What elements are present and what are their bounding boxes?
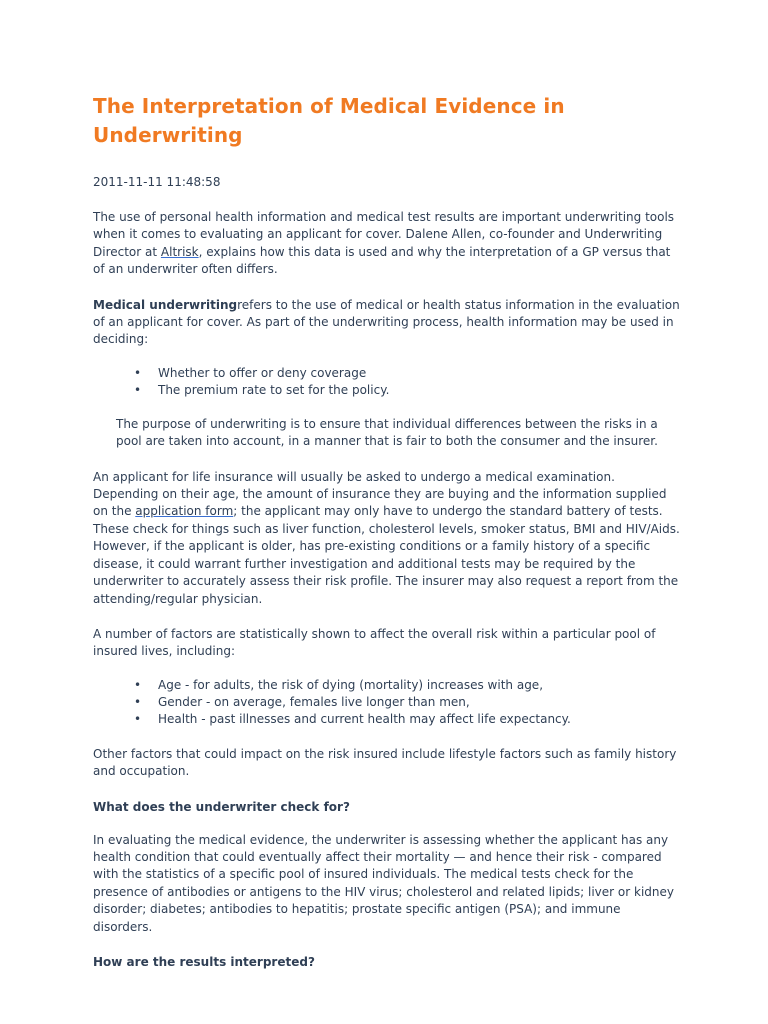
factors-paragraph: A number of factors are statistically shown to affect the overall risk within a particular pool of insured lives, including: [93, 626, 656, 659]
list-item: • The premium rate to set for the policy. [158, 382, 683, 399]
list-item: • Whether to offer or deny coverage [158, 365, 683, 382]
intro-text-b: , explains how this data is used and why the interpretation of a GP versus that of an underwriter often differs. [93, 244, 671, 277]
intro-paragraph [93, 209, 683, 279]
purpose-paragraph: The purpose of underwriting is to ensure that individual differences between the risks in a pool are taken into account, in a manner that is fair to both the consumer and the insurer. [116, 416, 658, 449]
deciding-list [93, 365, 683, 399]
exam-text-a: An applicant for life insurance will usually be asked to undergo a medical examination. Depending on their age, the amount of insurance they are buying and the information supplied on the [93, 469, 667, 519]
list-item: • Health - past illnesses and current health may affect life expectancy. [158, 711, 683, 728]
section-heading-check: What does the underwriter check for? [93, 799, 350, 814]
medical-underwriting-term: Medical underwriting [93, 297, 238, 312]
list-item: • Gender - on average, females live longer than men, [158, 694, 683, 711]
factors-list [93, 677, 683, 728]
list-item: • Age - for adults, the risk of dying (mortality) increases with age, [158, 677, 683, 694]
article-timestamp: 2011-11-11 11:48:58 [93, 175, 221, 189]
application-form-link[interactable]: application form [135, 504, 234, 519]
medical-exam-paragraph [93, 469, 683, 608]
medical-underwriting-paragraph [93, 297, 683, 349]
article [93, 92, 683, 971]
evaluation-paragraph: In evaluating the medical evidence, the underwriter is assessing whether the applicant has any health condition that could eventually affect their mortality — and hence their risk - compared with the statistics of a specific pool of insured individuals. The medical tests check for the presence of antibodies or antigens to the HIV virus; cholesterol and related lipids; liver or kidney disorder; diabetes; antibodies to hepatitis; prostate specific antigen (PSA); and immune disorders. [93, 832, 674, 934]
altrisk-link[interactable]: Altrisk [160, 244, 199, 259]
section-heading-results: How are the results interpreted? [93, 954, 315, 969]
exam-text-b: ; the applicant may only have to undergo the standard battery of tests. These check for things such as liver function, cholesterol levels, smoker status, BMI and HIV/Aids. However, if the applicant is older, has pre-existing conditions or a family history of a specific disease, it could warrant further investigation and additional tests may be required by the underwriter to accurately assess their risk profile. The insurer may also request a report from the attending/regular physician. [93, 504, 680, 606]
other-factors-paragraph: Other factors that could impact on the risk insured include lifestyle factors such as family history and occupation. [93, 746, 677, 779]
article-title: The Interpretation of Medical Evidence in Underwriting [93, 94, 565, 147]
intro-text-a: The use of personal health information and medical test results are important underwriting tools when it comes to evaluating an applicant for cover. Dalene Allen, co-founder and Underwriting Director at [93, 210, 675, 259]
medical-underwriting-text: refers to the use of medical or health status information in the evaluation of an applicant for cover. As part of the underwriting process, health information may be used in deciding: [93, 297, 680, 347]
